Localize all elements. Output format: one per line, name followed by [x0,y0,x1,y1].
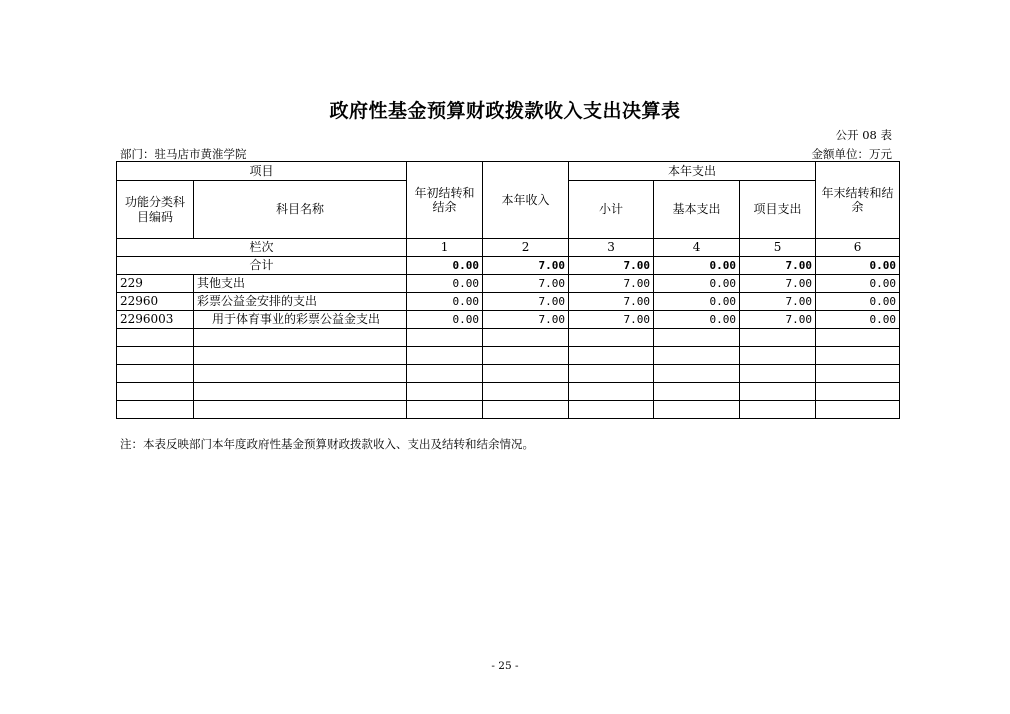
row-value: 7.00 [569,275,654,293]
table-number: 公开 08 表 [835,128,892,142]
row-value: 7.00 [740,275,816,293]
column-number: 3 [569,239,654,257]
row-name: 用于体育事业的彩票公益金支出 [194,311,407,329]
column-number: 4 [654,239,740,257]
row-value: 7.00 [740,311,816,329]
header-project: 项目 [117,162,407,181]
row-value: 0.00 [654,275,740,293]
row-value: 0.00 [654,293,740,311]
row-value: 0.00 [816,275,900,293]
row-code: 2296003 [117,311,194,329]
column-index-label: 栏次 [117,239,407,257]
total-value: 7.00 [569,257,654,275]
row-value: 0.00 [816,311,900,329]
empty-row [117,347,900,365]
empty-row [117,401,900,419]
row-value: 0.00 [816,293,900,311]
row-value: 0.00 [654,311,740,329]
table-row [117,293,900,311]
row-value: 7.00 [483,275,569,293]
page-title: 政府性基金预算财政拨款收入支出决算表 [329,100,681,122]
column-number: 6 [816,239,900,257]
column-number: 1 [407,239,483,257]
header-basic-expense: 基本支出 [654,181,740,239]
column-index-row [117,239,900,257]
row-value: 7.00 [740,293,816,311]
total-value: 7.00 [740,257,816,275]
header-end-balance: 年末结转和结余 [816,162,900,239]
total-row [117,257,900,275]
header-func-code: 功能分类科目编码 [117,181,194,239]
row-code: 22960 [117,293,194,311]
table-row [117,275,900,293]
header-subject-name: 科目名称 [194,181,407,239]
table-note: 注：本表反映部门本年度政府性基金预算财政拨款收入、支出及结转和结余情况。 [120,437,534,451]
header-current-year-expense: 本年支出 [569,162,816,181]
row-value: 0.00 [407,293,483,311]
header-current-income: 本年收入 [483,162,569,239]
budget-table [116,161,900,419]
table-row [117,311,900,329]
empty-row [117,383,900,401]
empty-row [117,365,900,383]
row-value: 0.00 [407,311,483,329]
header-project-expense: 项目支出 [740,181,816,239]
row-value: 7.00 [483,311,569,329]
page-number: - 25 - [491,660,519,672]
row-code: 229 [117,275,194,293]
row-value: 0.00 [407,275,483,293]
amount-unit-label: 金额单位：万元 [811,147,892,161]
total-value: 0.00 [407,257,483,275]
header-begin-balance: 年初结转和结余 [407,162,483,239]
row-name: 彩票公益金安排的支出 [194,293,407,311]
total-value: 0.00 [654,257,740,275]
header-subtotal: 小计 [569,181,654,239]
total-label: 合计 [117,257,407,275]
column-number: 5 [740,239,816,257]
total-value: 0.00 [816,257,900,275]
row-value: 7.00 [483,293,569,311]
row-name: 其他支出 [194,275,407,293]
department-label: 部门：驻马店市黄淮学院 [120,147,247,161]
total-value: 7.00 [483,257,569,275]
row-value: 7.00 [569,311,654,329]
empty-row [117,329,900,347]
column-number: 2 [483,239,569,257]
row-value: 7.00 [569,293,654,311]
